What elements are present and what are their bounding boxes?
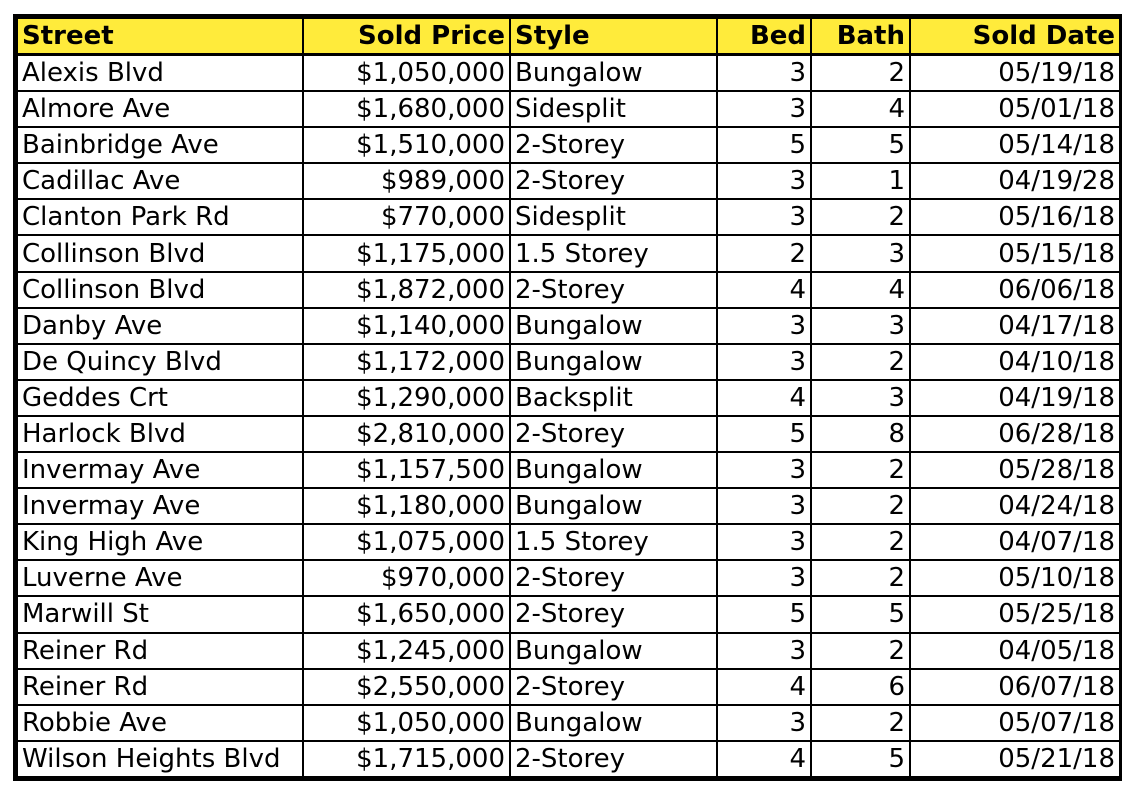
cell-bed: 4 [717, 272, 811, 308]
cell-bed: 3 [717, 452, 811, 488]
cell-bath: 2 [811, 55, 910, 92]
cell-sold-price: $1,715,000 [303, 741, 510, 777]
cell-bed: 5 [717, 127, 811, 163]
table-row [17, 488, 1120, 524]
cell-style: Sidesplit [510, 199, 717, 235]
table-row [17, 524, 1120, 560]
column-header-sold-price: Sold Price [303, 18, 510, 55]
cell-sold-date: 04/17/18 [910, 308, 1120, 344]
cell-bath: 3 [811, 235, 910, 271]
cell-style: Bungalow [510, 488, 717, 524]
cell-bed: 3 [717, 705, 811, 741]
table-row [17, 596, 1120, 632]
table-row [17, 163, 1120, 199]
cell-sold-price: $770,000 [303, 199, 510, 235]
cell-bath: 6 [811, 669, 910, 705]
table-row [17, 669, 1120, 705]
cell-bath: 2 [811, 633, 910, 669]
cell-street: Clanton Park Rd [17, 199, 303, 235]
cell-style: Bungalow [510, 55, 717, 92]
cell-bath: 8 [811, 416, 910, 452]
cell-bed: 2 [717, 235, 811, 271]
cell-sold-date: 06/06/18 [910, 272, 1120, 308]
cell-style: 2-Storey [510, 596, 717, 632]
sales-table-container [13, 14, 1122, 781]
cell-sold-price: $1,245,000 [303, 633, 510, 669]
cell-street: Invermay Ave [17, 488, 303, 524]
cell-bed: 5 [717, 416, 811, 452]
cell-street: Luverne Ave [17, 560, 303, 596]
column-header-sold-date: Sold Date [910, 18, 1120, 55]
table-row [17, 633, 1120, 669]
cell-style: 1.5 Storey [510, 524, 717, 560]
cell-style: 2-Storey [510, 272, 717, 308]
cell-bath: 2 [811, 344, 910, 380]
cell-bath: 5 [811, 596, 910, 632]
cell-bed: 3 [717, 91, 811, 127]
cell-street: Danby Ave [17, 308, 303, 344]
column-header-bed: Bed [717, 18, 811, 55]
cell-style: 2-Storey [510, 127, 717, 163]
cell-street: Bainbridge Ave [17, 127, 303, 163]
column-header-style: Style [510, 18, 717, 55]
table-row [17, 416, 1120, 452]
cell-sold-date: 05/28/18 [910, 452, 1120, 488]
cell-sold-date: 04/10/18 [910, 344, 1120, 380]
cell-bed: 4 [717, 741, 811, 777]
cell-bed: 3 [717, 55, 811, 92]
cell-bed: 3 [717, 488, 811, 524]
cell-sold-price: $1,180,000 [303, 488, 510, 524]
cell-style: 2-Storey [510, 741, 717, 777]
column-header-bath: Bath [811, 18, 910, 55]
cell-style: Bungalow [510, 452, 717, 488]
cell-bath: 1 [811, 163, 910, 199]
cell-sold-price: $1,172,000 [303, 344, 510, 380]
cell-style: Sidesplit [510, 91, 717, 127]
cell-street: Wilson Heights Blvd [17, 741, 303, 777]
cell-sold-date: 04/07/18 [910, 524, 1120, 560]
cell-bed: 3 [717, 633, 811, 669]
cell-sold-price: $1,050,000 [303, 705, 510, 741]
cell-style: Bungalow [510, 633, 717, 669]
cell-sold-price: $1,050,000 [303, 55, 510, 92]
cell-sold-date: 04/24/18 [910, 488, 1120, 524]
table-row [17, 127, 1120, 163]
cell-sold-date: 05/16/18 [910, 199, 1120, 235]
cell-sold-price: $2,810,000 [303, 416, 510, 452]
cell-sold-date: 04/05/18 [910, 633, 1120, 669]
table-row [17, 380, 1120, 416]
cell-style: Bungalow [510, 308, 717, 344]
table-row [17, 560, 1120, 596]
table-header [17, 18, 1120, 55]
table-row [17, 235, 1120, 271]
cell-sold-date: 05/10/18 [910, 560, 1120, 596]
cell-bath: 4 [811, 91, 910, 127]
table-body [17, 55, 1120, 778]
cell-street: Marwill St [17, 596, 303, 632]
cell-street: Almore Ave [17, 91, 303, 127]
cell-bed: 5 [717, 596, 811, 632]
cell-bed: 3 [717, 308, 811, 344]
cell-sold-price: $1,290,000 [303, 380, 510, 416]
cell-sold-price: $1,510,000 [303, 127, 510, 163]
cell-style: Backsplit [510, 380, 717, 416]
cell-bath: 3 [811, 380, 910, 416]
cell-bed: 3 [717, 344, 811, 380]
cell-sold-date: 05/15/18 [910, 235, 1120, 271]
cell-street: Invermay Ave [17, 452, 303, 488]
cell-bed: 3 [717, 560, 811, 596]
cell-style: 2-Storey [510, 416, 717, 452]
cell-bath: 2 [811, 199, 910, 235]
cell-bed: 3 [717, 524, 811, 560]
cell-street: Geddes Crt [17, 380, 303, 416]
cell-bath: 2 [811, 488, 910, 524]
cell-sold-date: 04/19/28 [910, 163, 1120, 199]
cell-sold-date: 05/19/18 [910, 55, 1120, 92]
cell-street: Cadillac Ave [17, 163, 303, 199]
cell-style: 1.5 Storey [510, 235, 717, 271]
cell-sold-date: 05/21/18 [910, 741, 1120, 777]
cell-street: Harlock Blvd [17, 416, 303, 452]
cell-sold-price: $2,550,000 [303, 669, 510, 705]
cell-sold-date: 05/25/18 [910, 596, 1120, 632]
table-row [17, 91, 1120, 127]
table-row [17, 308, 1120, 344]
cell-street: Collinson Blvd [17, 235, 303, 271]
cell-style: Bungalow [510, 705, 717, 741]
cell-bath: 5 [811, 127, 910, 163]
cell-sold-price: $1,075,000 [303, 524, 510, 560]
cell-bath: 2 [811, 705, 910, 741]
cell-street: King High Ave [17, 524, 303, 560]
cell-street: Robbie Ave [17, 705, 303, 741]
cell-bath: 2 [811, 560, 910, 596]
table-row [17, 344, 1120, 380]
cell-sold-date: 05/14/18 [910, 127, 1120, 163]
cell-sold-price: $1,157,500 [303, 452, 510, 488]
cell-sold-price: $970,000 [303, 560, 510, 596]
cell-style: 2-Storey [510, 163, 717, 199]
cell-sold-date: 05/01/18 [910, 91, 1120, 127]
header-row [17, 18, 1120, 55]
cell-street: Alexis Blvd [17, 55, 303, 92]
table-row [17, 452, 1120, 488]
cell-sold-price: $1,175,000 [303, 235, 510, 271]
cell-sold-date: 06/07/18 [910, 669, 1120, 705]
column-header-street: Street [17, 18, 303, 55]
cell-sold-price: $989,000 [303, 163, 510, 199]
cell-bath: 2 [811, 524, 910, 560]
cell-sold-date: 05/07/18 [910, 705, 1120, 741]
cell-style: 2-Storey [510, 560, 717, 596]
table-row [17, 55, 1120, 92]
cell-street: Collinson Blvd [17, 272, 303, 308]
cell-street: Reiner Rd [17, 633, 303, 669]
cell-bed: 3 [717, 163, 811, 199]
table-row [17, 741, 1120, 777]
cell-style: Bungalow [510, 344, 717, 380]
cell-bed: 4 [717, 669, 811, 705]
cell-sold-price: $1,140,000 [303, 308, 510, 344]
table-row [17, 705, 1120, 741]
cell-bath: 4 [811, 272, 910, 308]
cell-sold-price: $1,650,000 [303, 596, 510, 632]
cell-bath: 2 [811, 452, 910, 488]
table-row [17, 272, 1120, 308]
cell-sold-date: 06/28/18 [910, 416, 1120, 452]
cell-bed: 3 [717, 199, 811, 235]
cell-sold-date: 04/19/18 [910, 380, 1120, 416]
cell-style: 2-Storey [510, 669, 717, 705]
home-sales-table [16, 17, 1121, 778]
table-row [17, 199, 1120, 235]
cell-bed: 4 [717, 380, 811, 416]
cell-sold-price: $1,872,000 [303, 272, 510, 308]
cell-street: De Quincy Blvd [17, 344, 303, 380]
cell-bath: 5 [811, 741, 910, 777]
cell-sold-price: $1,680,000 [303, 91, 510, 127]
cell-street: Reiner Rd [17, 669, 303, 705]
cell-bath: 3 [811, 308, 910, 344]
